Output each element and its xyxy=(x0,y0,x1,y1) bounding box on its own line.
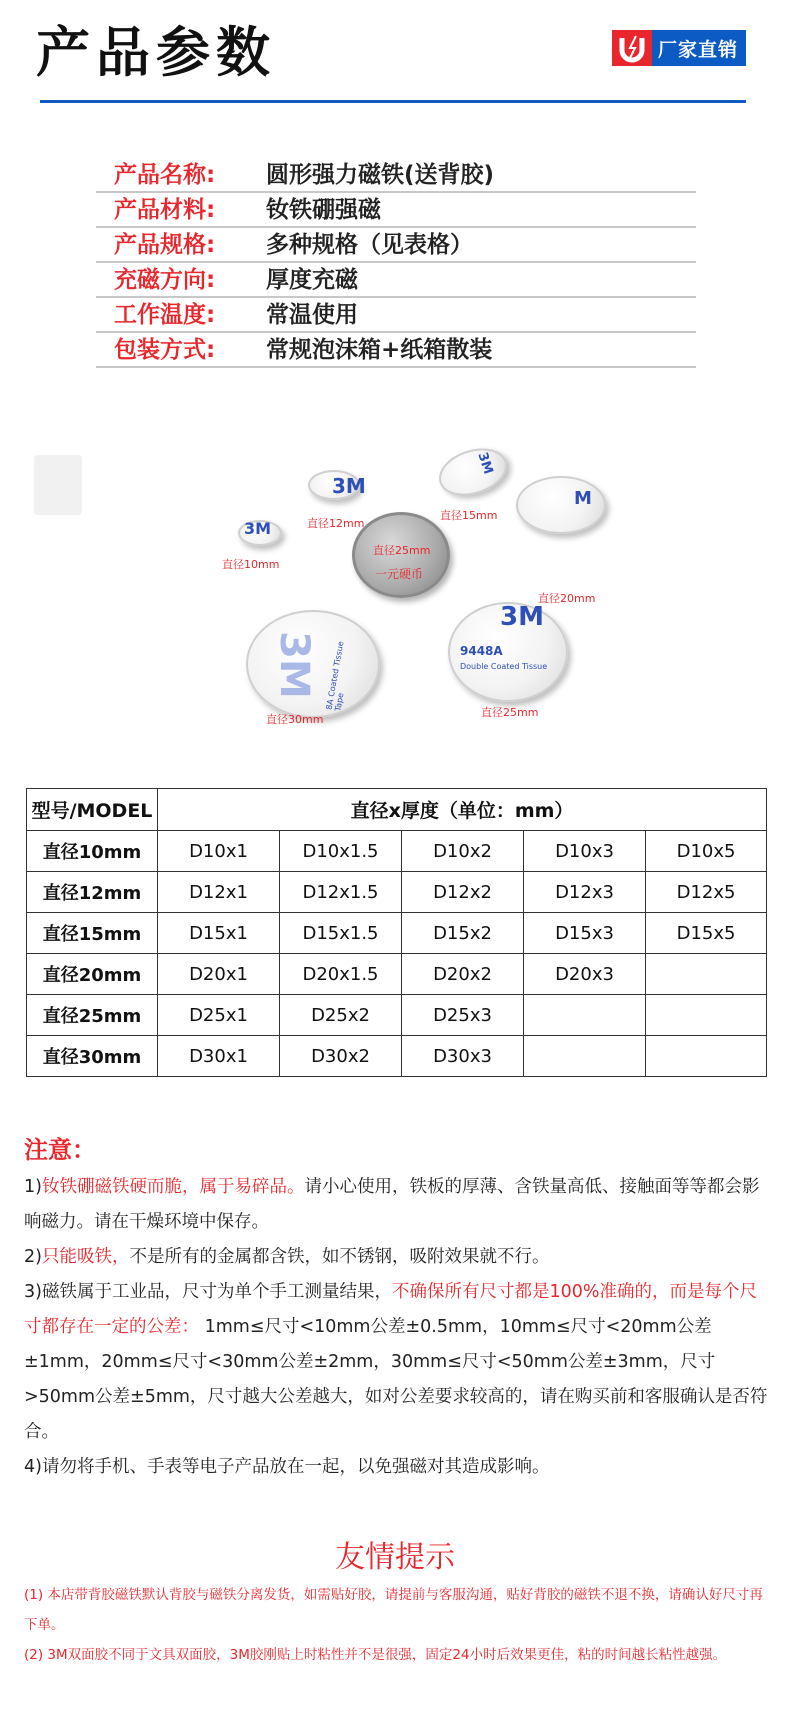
table-cell: D30x3 xyxy=(402,1036,524,1077)
spec-value: 圆形强力磁铁(送背胶) xyxy=(266,162,495,188)
table-row xyxy=(27,1036,767,1077)
table-cell: D15x2 xyxy=(402,913,524,954)
spec-value: 常温使用 xyxy=(266,302,358,328)
row-model: 直径20mm xyxy=(27,954,158,995)
table-cell: D15x5 xyxy=(646,913,767,954)
3m-logo-icon: 3M xyxy=(500,602,544,632)
spec-label: 产品名称: xyxy=(114,162,216,188)
spec-row xyxy=(96,263,696,298)
model-column-header: 型号/MODEL xyxy=(27,789,158,831)
table-cell: D10x1 xyxy=(158,831,280,872)
spec-row xyxy=(96,228,696,263)
size-label-10mm: 直径10mm xyxy=(222,558,280,571)
spec-list xyxy=(96,158,696,368)
table-row xyxy=(27,954,767,995)
note-highlight: 只能吸铁， xyxy=(41,1247,130,1267)
note-prefix: 1) xyxy=(24,1177,42,1197)
note-highlight: 不确保所有尺寸都是100%准确的，而是每个尺寸都存在一定的公差： xyxy=(24,1282,757,1337)
note-highlight: 钕铁硼磁铁硬而脆，属于易碎品。 xyxy=(41,1177,305,1197)
product-photo xyxy=(0,420,790,750)
coin-caption: 一元硬币 xyxy=(375,567,424,581)
table-row xyxy=(27,872,767,913)
table-cell: D12x1.5 xyxy=(280,872,402,913)
tips-body xyxy=(24,1580,769,1670)
row-model: 直径25mm xyxy=(27,995,158,1036)
tape-type-text: Double Coated Tissue xyxy=(460,662,548,671)
table-cell xyxy=(646,954,767,995)
magnet-disc-12mm xyxy=(308,470,366,500)
table-row xyxy=(27,913,767,954)
spec-label: 工作温度: xyxy=(114,302,216,328)
table-cell: D20x3 xyxy=(524,954,646,995)
dimension-column-header: 直径x厚度（单位：mm） xyxy=(158,789,767,831)
magnet-disc-25mm xyxy=(448,602,568,702)
spec-value: 钕铁硼强磁 xyxy=(266,197,381,223)
note-prefix: 2) xyxy=(24,1247,42,1267)
table-cell: D15x1.5 xyxy=(280,913,402,954)
size-table xyxy=(26,788,767,1077)
tape-print-text: 8A Coated Tissue Tape xyxy=(324,640,346,712)
page-title: 产品参数 xyxy=(36,21,276,84)
note-item xyxy=(24,1170,769,1240)
spec-row xyxy=(96,193,696,228)
note-item: 4)请勿将手机、手表等电子产品放在一起，以免强磁对其造成影响。 xyxy=(24,1457,550,1477)
3m-logo-icon: 3M xyxy=(474,450,496,477)
spec-row xyxy=(96,298,696,333)
note-text: 请小心使用，铁板的厚薄、含铁量高低、接触面等等都会影响磁力。请在干燥环境中保存。 xyxy=(24,1177,760,1232)
table-cell: D12x3 xyxy=(524,872,646,913)
table-cell: D20x1 xyxy=(158,954,280,995)
spec-value: 多种规格（见表格） xyxy=(266,232,473,258)
note-prefix: 3)磁铁属于工业品，尺寸为单个手工测量结果， xyxy=(24,1282,392,1302)
table-cell: D10x1.5 xyxy=(280,831,402,872)
table-row xyxy=(27,995,767,1036)
table-cell: D20x1.5 xyxy=(280,954,402,995)
notes-body xyxy=(24,1170,769,1485)
table-cell: D12x1 xyxy=(158,872,280,913)
spec-value: 常规泡沫箱+纸箱散装 xyxy=(266,337,493,363)
table-cell: D25x3 xyxy=(402,995,524,1036)
table-cell: D10x3 xyxy=(524,831,646,872)
spec-label: 产品规格: xyxy=(114,232,216,258)
table-cell xyxy=(646,995,767,1036)
3m-logo-icon: M xyxy=(574,488,592,509)
note-item xyxy=(24,1275,769,1450)
3m-logo-icon: 3M xyxy=(270,631,317,699)
3m-logo-icon: 3M xyxy=(332,474,366,498)
table-cell: D15x1 xyxy=(158,913,280,954)
table-cell: D12x5 xyxy=(646,872,767,913)
coin-size-label: 直径25mm xyxy=(373,544,431,557)
table-cell: D15x3 xyxy=(524,913,646,954)
row-model: 直径10mm xyxy=(27,831,158,872)
3m-logo-icon: 3M xyxy=(244,519,272,538)
factory-direct-badge xyxy=(612,30,746,66)
table-cell xyxy=(524,995,646,1036)
magnet-disc-15mm xyxy=(433,440,513,503)
table-cell: D20x2 xyxy=(402,954,524,995)
size-label-12mm: 直径12mm xyxy=(307,517,365,530)
table-header-row xyxy=(27,789,767,831)
table-cell: D25x1 xyxy=(158,995,280,1036)
size-label-15mm: 直径15mm xyxy=(440,509,498,522)
spec-label: 包装方式: xyxy=(114,337,216,363)
tip-item: (2) 3M双面胶不同于文具双面胶，3M胶刚贴上时粘性并不是很强，固定24小时后效果更佳，粘的时间越长粘性越强。 xyxy=(24,1647,727,1663)
spec-label: 充磁方向: xyxy=(114,267,216,293)
tip-item: (1) 本店带背胶磁铁默认背胶与磁铁分离发货，如需贴好胶，请提前与客服沟通，贴好背胶的磁铁不退不换，请确认好尺寸再下单。 xyxy=(24,1587,763,1633)
table-cell: D30x2 xyxy=(280,1036,402,1077)
spec-label: 产品材料: xyxy=(114,197,216,223)
badge-text: 厂家直销 xyxy=(658,38,739,61)
photo-artifact xyxy=(34,455,82,515)
magnet-logo-icon xyxy=(612,30,652,66)
spec-row xyxy=(96,158,696,193)
tape-model-text: 9448A xyxy=(460,644,503,658)
row-model: 直径30mm xyxy=(27,1036,158,1077)
spec-row xyxy=(96,333,696,368)
table-cell: D10x5 xyxy=(646,831,767,872)
spec-value: 厚度充磁 xyxy=(266,267,358,293)
table-cell: D25x2 xyxy=(280,995,402,1036)
table-cell: D30x1 xyxy=(158,1036,280,1077)
table-row xyxy=(27,831,767,872)
magnet-disc-30mm xyxy=(246,610,380,718)
table-cell: D12x2 xyxy=(402,872,524,913)
notes-title: 注意： xyxy=(24,1136,96,1164)
header-divider xyxy=(40,100,746,103)
table-cell xyxy=(646,1036,767,1077)
tips-title: 友情提示 xyxy=(335,1540,455,1575)
row-model: 直径12mm xyxy=(27,872,158,913)
size-label-20mm: 直径20mm xyxy=(538,592,596,605)
table-cell xyxy=(524,1036,646,1077)
table-cell: D10x2 xyxy=(402,831,524,872)
note-item xyxy=(24,1240,769,1275)
row-model: 直径15mm xyxy=(27,913,158,954)
note-text: 不是所有的金属都含铁，如不锈钢，吸附效果就不行。 xyxy=(129,1247,550,1267)
size-label-25mm: 直径25mm xyxy=(481,706,539,719)
note-text: 1mm≤尺寸<10mm公差±0.5mm，10mm≤尺寸<20mm公差±1mm，20mm≤尺寸<30mm公差±2mm，30mm≤尺寸<50mm公差±3mm，尺寸>50mm公差±5mm，尺寸越大公差越大，如对公差要求较高的，请在购买前和客服确认是否符合。 xyxy=(24,1317,768,1442)
size-label-30mm: 直径30mm xyxy=(266,713,324,726)
magnet-disc-10mm xyxy=(238,520,282,546)
magnet-disc-20mm xyxy=(516,476,606,534)
